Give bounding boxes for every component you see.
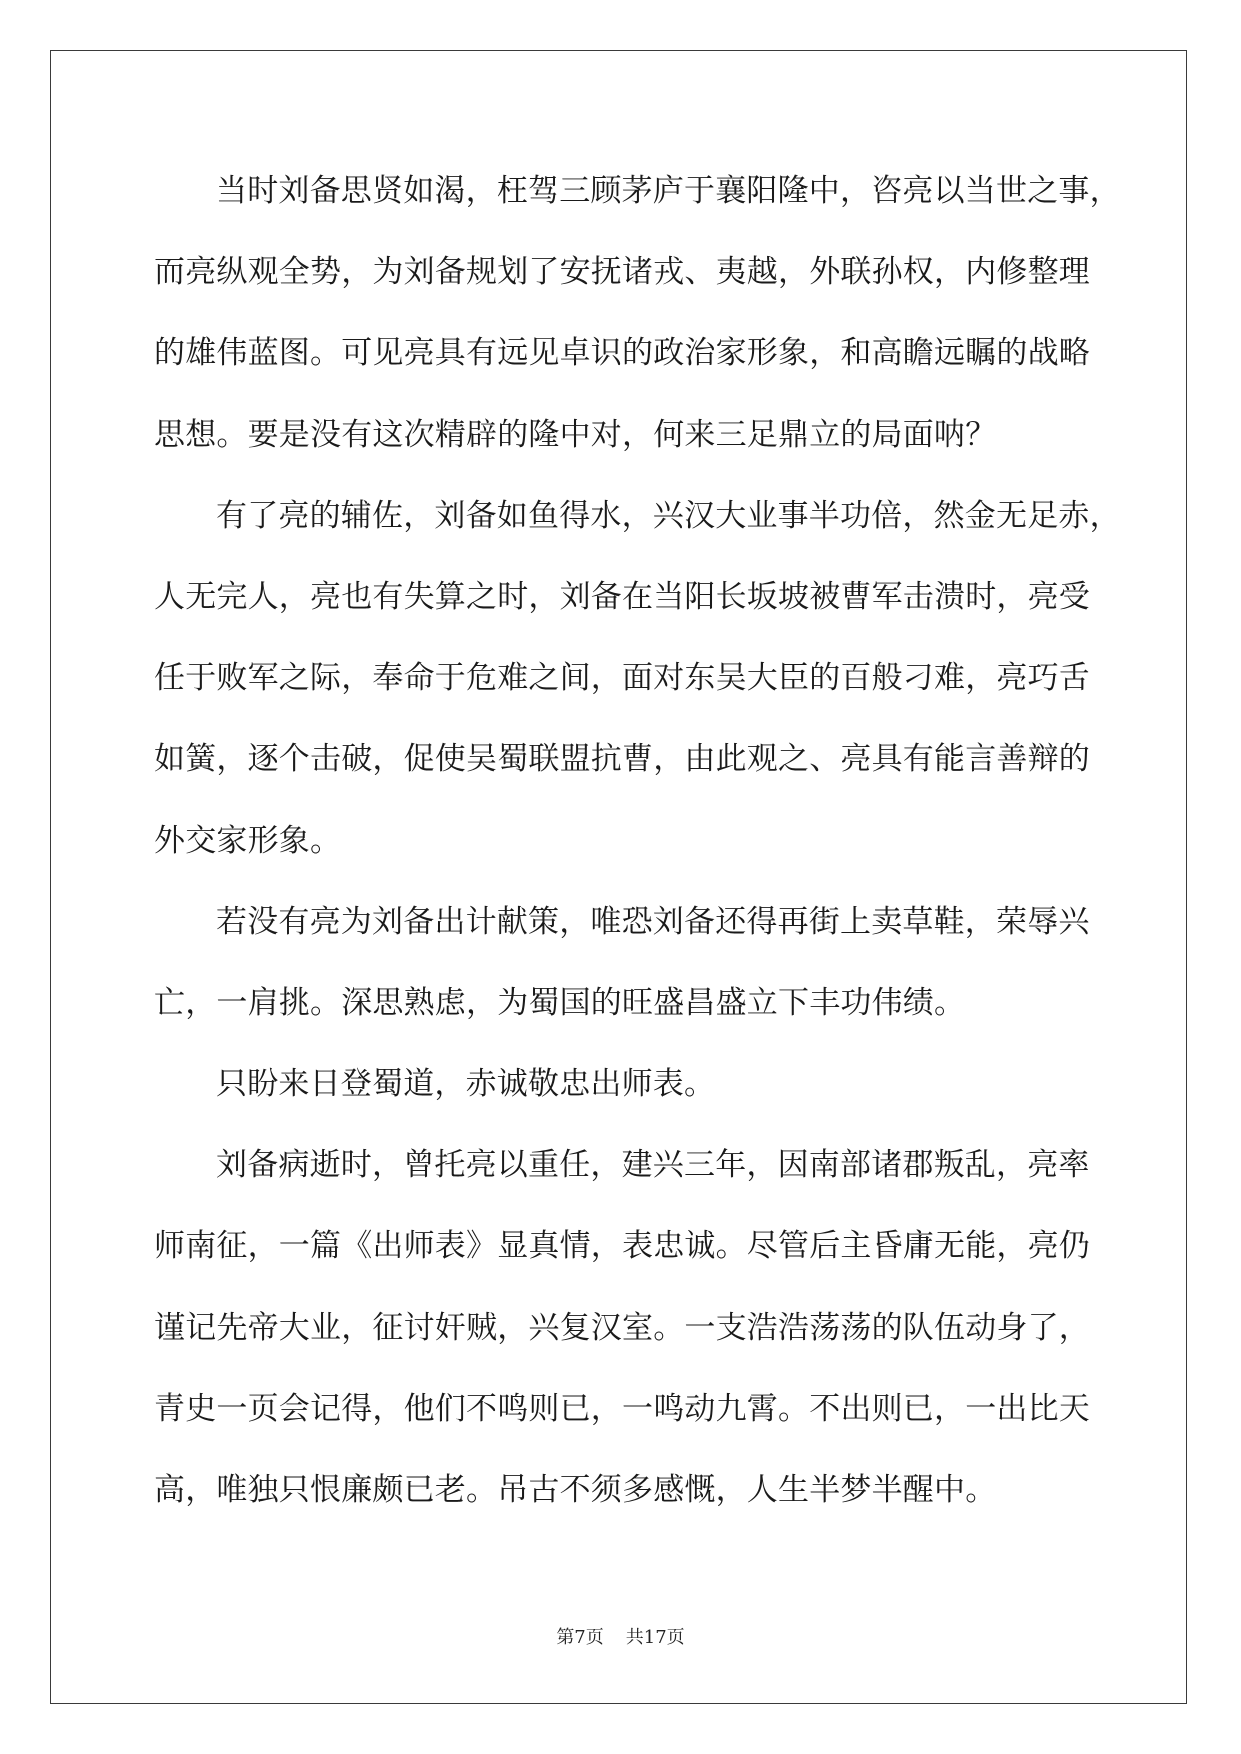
text-line: 思想。要是没有这次精辟的隆中对，何来三足鼎立的局面呐？ [154,416,997,453]
text-line: 青史一页会记得，他们不鸣则已，一鸣动九霄。不出则已，一出比天 [154,1390,1090,1427]
text-line: 当时刘备思贤如渴，枉驾三顾茅庐于襄阳隆中，咨亮以当世之事， [216,173,1121,209]
text-line: 刘备病逝时，曾托亮以重任，建兴三年，因南部诸郡叛乱，亮率 [216,1147,1090,1184]
text-line: 亡，一肩挑。深思熟虑，为蜀国的旺盛昌盛立下丰功伟绩。 [154,984,966,1021]
text-line: 人无完人，亮也有失算之时，刘备在当阳长坂坡被曹军击溃时，亮受 [154,578,1090,615]
page-total: 共17页 [625,1627,685,1648]
text-line: 若没有亮为刘备出计献策，唯恐刘备还得再街上卖草鞋，荣辱兴 [216,903,1090,940]
text-line: 师南征，一篇《出师表》显真情，表忠诚。尽管后主昏庸无能，亮仍 [154,1228,1090,1265]
paragraph [154,882,1164,1044]
paragraph [154,476,1164,882]
paragraph [154,1044,1164,1125]
document-body [154,151,1164,1531]
text-line: 谨记先帝大业，征讨奸贼，兴复汉室。一支浩浩荡荡的队伍动身了， [154,1309,1090,1346]
text-line: 的雄伟蓝图。可见亮具有远见卓识的政治家形象，和高瞻远瞩的战略 [154,335,1090,372]
text-line: 有了亮的辅佐，刘备如鱼得水，兴汉大业事半功倍，然金无足赤， [216,497,1121,534]
page-number: 第7页 [556,1627,604,1648]
text-line: 高，唯独只恨廉颇已老。吊古不须多感慨，人生半梦半醒中。 [154,1472,997,1508]
text-line: 如簧，逐个击破，促使吴蜀联盟抗曹，由此观之、亮具有能言善辩的 [154,741,1090,778]
page-footer [0,1624,1241,1652]
paragraph [154,151,1164,476]
text-line: 而亮纵观全势，为刘备规划了安抚诸戎、夷越，外联孙权，内修整理 [154,254,1090,291]
text-line: 只盼来日登蜀道，赤诚敬忠出师表。 [216,1066,716,1103]
text-line: 外交家形象。 [154,822,342,859]
text-line: 任于败军之际，奉命于危难之间，面对东吴大臣的百般刁难，亮巧舌 [154,660,1090,697]
paragraph [154,1125,1164,1531]
